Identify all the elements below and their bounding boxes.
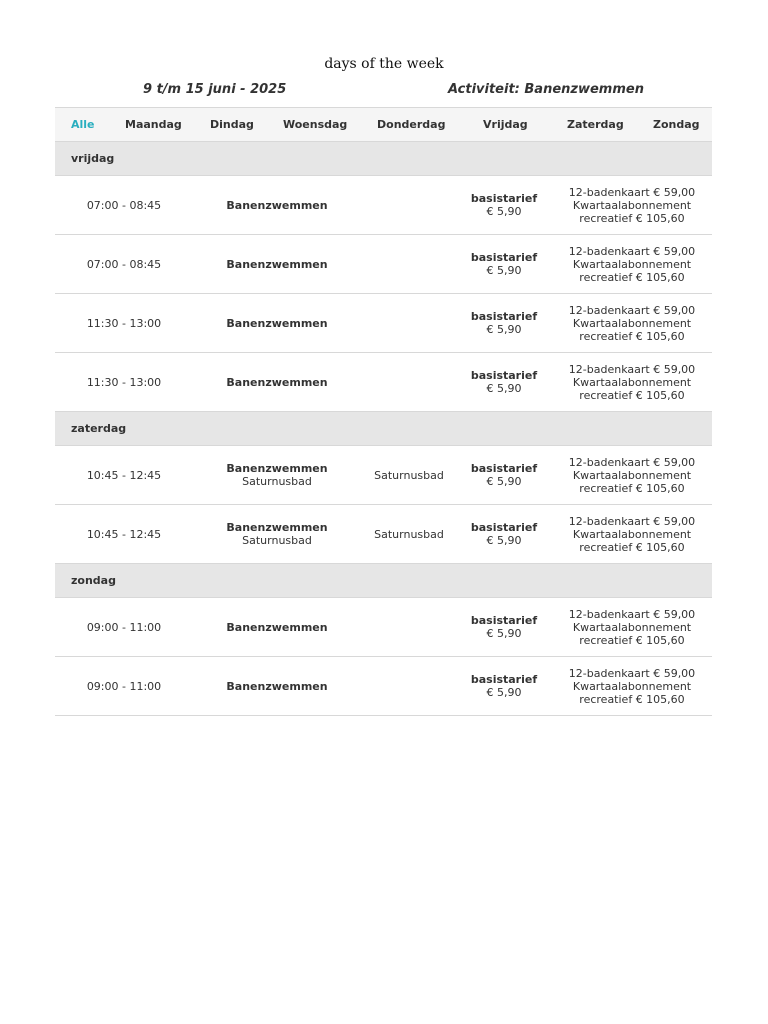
time-slot: 09:00 - 11:00 [86, 679, 162, 693]
ticket-option: Kwartaalabonnement [572, 198, 692, 212]
time-slot: 10:45 - 12:45 [86, 468, 162, 482]
ticket-options [555, 294, 709, 352]
time-slot: 11:30 - 13:00 [86, 316, 162, 330]
price-label: basistarief [470, 192, 538, 205]
price: € 5,90 [486, 475, 522, 488]
ticket-option: recreatief € 105,60 [579, 633, 685, 647]
price-label: basistarief [470, 462, 538, 475]
ticket-option: 12-badenkaart € 59,00 [568, 607, 696, 621]
time-slot: 07:00 - 08:45 [86, 198, 162, 212]
activity-name: Banenzwemmen [226, 316, 328, 330]
schedule-table [55, 107, 712, 716]
price-cell [445, 294, 563, 352]
ticket-option: recreatief € 105,60 [579, 388, 685, 402]
ticket-option: Kwartaalabonnement [572, 316, 692, 330]
ticket-option: Kwartaalabonnement [572, 468, 692, 482]
ticket-option: Kwartaalabonnement [572, 620, 692, 634]
table-row[interactable] [55, 294, 712, 353]
activity-name: Banenzwemmen [226, 198, 328, 212]
price: € 5,90 [486, 264, 522, 277]
price: € 5,90 [486, 323, 522, 336]
ticket-option: recreatief € 105,60 [579, 692, 685, 706]
price: € 5,90 [486, 382, 522, 395]
activity-name: Banenzwemmen [226, 462, 328, 475]
ticket-options [555, 598, 709, 656]
ticket-option: Kwartaalabonnement [572, 527, 692, 541]
time-slot: 11:30 - 13:00 [86, 375, 162, 389]
table-row[interactable] [55, 657, 712, 716]
tab-alle[interactable]: Alle [71, 118, 95, 131]
ticket-option: 12-badenkaart € 59,00 [568, 514, 696, 528]
ticket-options [555, 353, 709, 411]
table-row[interactable] [55, 235, 712, 294]
activity-name: Banenzwemmen [226, 679, 328, 693]
day-header-vrijdag: vrijdag [55, 142, 712, 176]
activity-name: Banenzwemmen [226, 375, 328, 389]
price-cell [445, 176, 563, 234]
activity-name: Banenzwemmen [226, 257, 328, 271]
table-row[interactable] [55, 598, 712, 657]
price: € 5,90 [486, 534, 522, 547]
time-slot: 10:45 - 12:45 [86, 527, 162, 541]
ticket-option: recreatief € 105,60 [579, 481, 685, 495]
activity-location: Saturnusbad [242, 534, 312, 547]
ticket-option: 12-badenkaart € 59,00 [568, 303, 696, 317]
tab-zondag[interactable]: Zondag [653, 118, 700, 131]
table-row[interactable] [55, 505, 712, 564]
activity-cell [205, 505, 349, 563]
ticket-option: recreatief € 105,60 [579, 329, 685, 343]
day-header-zaterdag: zaterdag [55, 412, 712, 446]
ticket-option: Kwartaalabonnement [572, 375, 692, 389]
price-label: basistarief [470, 614, 538, 627]
price-cell [445, 235, 563, 293]
price-label: basistarief [470, 673, 538, 686]
activity-cell [205, 598, 349, 656]
price: € 5,90 [486, 205, 522, 218]
time-slot: 07:00 - 08:45 [86, 257, 162, 271]
tab-dindag[interactable]: Dindag [210, 118, 254, 131]
table-row[interactable] [55, 446, 712, 505]
price-cell [445, 446, 563, 504]
ticket-option: Kwartaalabonnement [572, 257, 692, 271]
price-cell [445, 353, 563, 411]
activity-cell [205, 657, 349, 715]
price-label: basistarief [470, 310, 538, 323]
ticket-options [555, 235, 709, 293]
ticket-option: Kwartaalabonnement [572, 679, 692, 693]
activity-name: Banenzwemmen [226, 521, 328, 534]
activity-cell [205, 353, 349, 411]
activity-cell [205, 446, 349, 504]
activity-cell [205, 235, 349, 293]
price-label: basistarief [470, 251, 538, 264]
ticket-option: 12-badenkaart € 59,00 [568, 455, 696, 469]
ticket-options [555, 657, 709, 715]
price-label: basistarief [470, 369, 538, 382]
activity-name: Banenzwemmen [226, 620, 328, 634]
price-cell [445, 657, 563, 715]
ticket-option: recreatief € 105,60 [579, 540, 685, 554]
activity-cell [205, 294, 349, 352]
tab-donderdag[interactable]: Donderdag [377, 118, 446, 131]
activity-cell [205, 176, 349, 234]
location: Saturnusbad [374, 468, 444, 482]
price-cell [445, 505, 563, 563]
activity-location: Saturnusbad [242, 475, 312, 488]
day-header-zondag: zondag [55, 564, 712, 598]
table-row[interactable] [55, 176, 712, 235]
price-label: basistarief [470, 521, 538, 534]
price: € 5,90 [486, 686, 522, 699]
activity-filter-label: Activiteit: Banenzwemmen [448, 82, 644, 97]
week-range: 9 t/m 15 juni - 2025 [143, 82, 287, 97]
ticket-option: 12-badenkaart € 59,00 [568, 244, 696, 258]
ticket-option: recreatief € 105,60 [579, 211, 685, 225]
price: € 5,90 [486, 627, 522, 640]
price-cell [445, 598, 563, 656]
tab-maandag[interactable]: Maandag [125, 118, 182, 131]
ticket-options [555, 505, 709, 563]
ticket-option: 12-badenkaart € 59,00 [568, 666, 696, 680]
ticket-options [555, 446, 709, 504]
location: Saturnusbad [374, 527, 444, 541]
tab-vrijdag[interactable]: Vrijdag [483, 118, 528, 131]
tab-zaterdag[interactable]: Zaterdag [567, 118, 624, 131]
ticket-option: 12-badenkaart € 59,00 [568, 185, 696, 199]
page-title: days of the week [324, 56, 444, 72]
ticket-option: 12-badenkaart € 59,00 [568, 362, 696, 376]
time-slot: 09:00 - 11:00 [86, 620, 162, 634]
table-row[interactable] [55, 353, 712, 412]
ticket-options [555, 176, 709, 234]
day-tabs [55, 108, 712, 142]
tab-woensdag[interactable]: Woensdag [283, 118, 348, 131]
ticket-option: recreatief € 105,60 [579, 270, 685, 284]
